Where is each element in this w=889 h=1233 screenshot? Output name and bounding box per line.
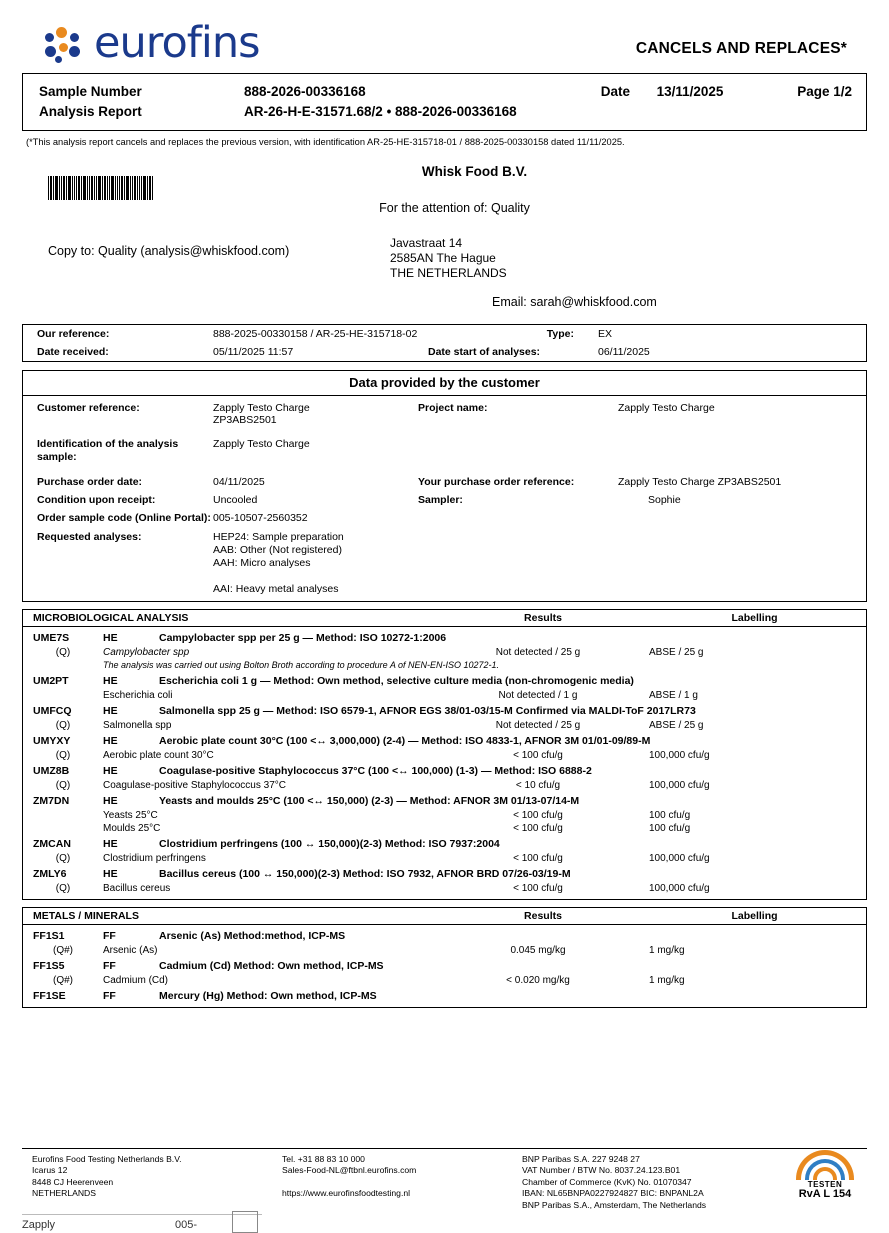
analysis-result-row [23, 719, 866, 732]
analyte-result: < 0.020 mg/kg [506, 975, 570, 986]
analysis-lab-code: HE [103, 675, 118, 687]
analysis-method-description: Clostridium perfringens (100 ↔ 150,000)(2-3) Method: ISO 7937:2004 [159, 838, 500, 850]
accreditation-line2: RvA L 154 [798, 1188, 852, 1200]
footer-accreditation [789, 1154, 867, 1212]
analysis-lab-code: HE [103, 868, 118, 880]
analysis-lab-code: FF [103, 960, 116, 972]
date-received-label: Date received: [37, 346, 109, 358]
quantitative-flag: (Q) [55, 720, 71, 731]
customer-reference-row [23, 399, 866, 429]
analyte-name: Aerobic plate count 30°C [103, 750, 214, 761]
metals-results-header: Results [524, 910, 562, 922]
analysis-group-header [23, 865, 866, 882]
analysis-group-header [23, 792, 866, 809]
analyte-labelling: 100,000 cfu/g [649, 853, 710, 864]
microbiological-analysis-section [22, 609, 867, 900]
analysis-group-header [23, 629, 866, 646]
analysis-result-row [23, 779, 866, 792]
analyte-labelling: 100 cfu/g [649, 810, 691, 821]
analysis-code: UMYXY [33, 735, 71, 747]
analysis-code: ZMLY6 [33, 868, 67, 880]
analyte-name: Cadmium (Cd) [103, 975, 169, 986]
analyte-name: Salmonella spp [103, 720, 172, 731]
analyte-name: Escherichia coli [103, 690, 173, 701]
footer-line: Icarus 12 [32, 1165, 68, 1175]
analysis-method-description: Escherichia coli 1 g — Method: Own method, selective culture media (non-chromogenic media) [159, 675, 634, 687]
page-footer [22, 1148, 867, 1212]
quantitative-flag: (Q#) [53, 975, 73, 986]
analysis-code: FF1S5 [33, 960, 65, 972]
reference-table [22, 324, 867, 362]
analyte-name: Arsenic (As) [103, 945, 158, 956]
analysis-code: FF1SE [33, 990, 66, 1002]
your-po-ref-value: Zapply Testo Charge ZP3ABS2501 [618, 476, 782, 488]
sample-summary-box [22, 73, 867, 131]
analysis-lab-code: FF [103, 930, 116, 942]
analyte-name: Coagulase-positive Staphylococcus 37°C [103, 780, 286, 791]
analyte-labelling: ABSE / 25 g [649, 647, 704, 658]
analysis-method-description: Campylobacter spp per 25 g — Method: ISO 10272-1:2006 [159, 632, 447, 644]
footer-line: IBAN: NL65BNPA0227924827 BIC: BNPANL2A [522, 1188, 704, 1198]
footer-line: VAT Number / BTW No. 8037.24.123.B01 [522, 1165, 681, 1175]
address-street: Javastraat 14 [390, 236, 463, 250]
analysis-lab-code: HE [103, 705, 118, 717]
footer-line [282, 1177, 522, 1189]
purchase-order-date-row [23, 473, 866, 491]
requested-analyses-row [23, 528, 866, 599]
copy-to-line: Copy to: Quality (analysis@whiskfood.com) [48, 244, 290, 258]
micro-results-header: Results [524, 612, 562, 624]
analysis-method-description: Salmonella spp 25 g — Method: ISO 6579-1, AFNOR EGS 38/01-03/15-M Confirmed via MALDI-ToF 2017LR73 [159, 705, 696, 717]
brand-wordmark: eurofins [94, 18, 260, 68]
footer-bank-block [522, 1154, 789, 1212]
analysis-code: ZMCAN [33, 838, 71, 850]
metals-section-header [23, 908, 866, 925]
analysis-method-description: Bacillus cereus (100 ↔ 150,000)(2-3) Method: ISO 7932, AFNOR BRD 07/26-03/19-M [159, 868, 571, 880]
project-name-value: Zapply Testo Charge [618, 402, 715, 414]
analysis-result-row [23, 646, 866, 659]
customer-data-title: Data provided by the customer [23, 371, 866, 396]
analyte-result: Not detected / 1 g [498, 690, 578, 701]
requested-analysis-item: HEP24: Sample preparation [213, 531, 344, 543]
analyte-name: Campylobacter spp [103, 647, 190, 658]
analysis-result-row [23, 749, 866, 762]
analysis-lab-code: HE [103, 795, 118, 807]
our-reference-value: 888-2025-00330158 / AR-25-HE-315718-02 [213, 328, 418, 340]
analysis-group-header [23, 957, 866, 974]
analysis-report-row [39, 102, 852, 122]
your-po-ref-label: Your purchase order reference: [418, 476, 575, 488]
date-start-value: 06/11/2025 [598, 346, 650, 358]
analyte-result: < 10 cfu/g [515, 780, 561, 791]
analyte-result: 0.045 mg/kg [510, 945, 566, 956]
analyte-result: Not detected / 25 g [495, 720, 581, 731]
analyte-name: Clostridium perfringens [103, 853, 206, 864]
analysis-code: FF1S1 [33, 930, 65, 942]
analyte-labelling: 1 mg/kg [649, 945, 685, 956]
eurofins-logo [42, 18, 260, 68]
analysis-code: UMZ8B [33, 765, 70, 777]
footer-address-block [22, 1154, 282, 1212]
analysis-report-label: Analysis Report [39, 104, 142, 119]
analysis-code: UM2PT [33, 675, 69, 687]
analysis-group-header [23, 762, 866, 779]
analysis-group-header [23, 732, 866, 749]
analyte-labelling: 100,000 cfu/g [649, 780, 710, 791]
analysis-group-header [23, 702, 866, 719]
sample-number-value: 888-2026-00336168 [244, 84, 366, 99]
footer-line: 8448 CJ Heerenveen [32, 1176, 114, 1187]
quantitative-flag: (Q) [55, 853, 71, 864]
project-name-label: Project name: [418, 402, 488, 414]
analysis-method-description: Yeasts and moulds 25°C (100 <↔ 150,000) (2-3) — Method: AFNOR 3M 01/13-07/14-M [159, 795, 580, 807]
customer-reference-value [213, 402, 418, 426]
analyte-labelling: 100,000 cfu/g [649, 750, 710, 761]
order-sample-code-label: Order sample code (Online Portal): [37, 512, 211, 524]
analysis-group-header [23, 672, 866, 689]
analyte-labelling: ABSE / 25 g [649, 720, 704, 731]
analyte-result: Not detected / 25 g [495, 647, 581, 658]
analysis-result-row [23, 689, 866, 702]
analyte-name: Moulds 25°C [103, 823, 161, 834]
sampler-label: Sampler: [418, 494, 463, 506]
date-start-label: Date start of analyses: [428, 346, 541, 358]
analysis-result-row [23, 974, 866, 987]
footer-line: Eurofins Food Testing Netherlands B.V. [32, 1153, 182, 1164]
analysis-method-description: Mercury (Hg) Method: Own method, ICP-MS [159, 990, 377, 1002]
sample-number-label: Sample Number [39, 84, 142, 99]
sampler-value: Sophie [648, 494, 681, 506]
type-label: Type: [546, 328, 574, 340]
bleed-left-text: Zapply [22, 1219, 56, 1231]
analysis-result-row [23, 882, 866, 895]
metals-minerals-section [22, 907, 867, 1008]
barcode [48, 176, 154, 200]
analysis-method-description: Arsenic (As) Method:method, ICP-MS [159, 930, 346, 942]
customer-email: Email: sarah@whiskfood.com [492, 295, 657, 309]
analysis-result-row [23, 852, 866, 865]
page-number: Page 1/2 [797, 84, 852, 99]
our-reference-label: Our reference: [37, 328, 110, 340]
cancels-replaces-heading: CANCELS AND REPLACES* [635, 40, 847, 57]
requested-analysis-item: AAB: Other (Not registered) [213, 544, 342, 556]
purchase-order-date-label: Purchase order date: [37, 476, 143, 488]
analysis-report-value: AR-26-H-E-31571.68/2 • 888-2026-00336168 [244, 104, 517, 119]
date-received-value: 05/11/2025 11:57 [213, 346, 294, 358]
sample-number-row [39, 82, 852, 102]
analysis-code: UMFCQ [33, 705, 72, 717]
footer-line: https://www.eurofinsfoodtesting.nl [282, 1188, 411, 1198]
analyte-labelling: ABSE / 1 g [649, 690, 698, 701]
quantitative-flag: (Q#) [53, 945, 73, 956]
condition-row [23, 491, 866, 509]
date-value: 13/11/2025 [656, 84, 724, 99]
footer-line: BNP Paribas S.A. 227 9248 27 [522, 1153, 640, 1164]
accreditation-line1: TESTEN [807, 1179, 843, 1189]
analysis-code: UME7S [33, 632, 70, 644]
footer-line: BNP Paribas S.A., Amsterdam, The Netherlands [522, 1199, 707, 1210]
analysis-lab-code: HE [103, 765, 118, 777]
customer-data-table [22, 370, 867, 602]
customer-company-name: Whisk Food B.V. [421, 164, 528, 179]
analysis-result-row [23, 944, 866, 957]
metals-section-title: METALS / MINERALS [33, 910, 139, 922]
analysis-lab-code: HE [103, 838, 118, 850]
quantitative-flag: (Q) [55, 750, 71, 761]
quantitative-flag: (Q) [55, 883, 71, 894]
condition-label: Condition upon receipt: [37, 494, 156, 506]
analysis-method-description: Cadmium (Cd) Method: Own method, ICP-MS [159, 960, 384, 972]
analyte-labelling: 100 cfu/g [649, 823, 691, 834]
attention-line: For the attention of: Quality [379, 201, 530, 215]
condition-value: Uncooled [213, 494, 258, 506]
footer-line: Sales-Food-NL@ftbnl.eurofins.com [282, 1165, 417, 1175]
address-country: THE NETHERLANDS [390, 266, 507, 280]
bleed-box [232, 1211, 258, 1233]
requested-analysis-item: AAI: Heavy metal analyses [213, 583, 339, 595]
requested-analyses-label: Requested analyses: [37, 531, 142, 543]
analysis-result-row [23, 809, 866, 822]
analyte-result: < 100 cfu/g [513, 883, 563, 894]
our-reference-row [23, 325, 866, 343]
customer-reference-label: Customer reference: [37, 402, 140, 414]
requested-analyses-list [213, 531, 418, 596]
page-header [22, 0, 867, 73]
rva-arc-icon [795, 1146, 855, 1180]
logo-dots-icon [42, 23, 88, 65]
analysis-lab-code: FF [103, 990, 116, 1002]
analysis-code: ZM7DN [33, 795, 70, 807]
requested-analysis-item: AAH: Micro analyses [213, 557, 311, 569]
analysis-lab-code: HE [103, 735, 118, 747]
next-page-bleed [22, 1219, 197, 1231]
analysis-method-description: Coagulase-positive Staphylococcus 37°C (100 <↔ 100,000) (1-3) — Method: ISO 6888-2 [159, 765, 592, 777]
analysis-group-header [23, 835, 866, 852]
analyte-result: < 100 cfu/g [513, 750, 563, 761]
metals-labelling-header: Labelling [731, 910, 778, 922]
analysis-group-header [23, 987, 866, 1004]
bleed-mid-text: 005- [175, 1219, 198, 1231]
customer-address [390, 236, 507, 281]
order-sample-code-value: 005-10507-2560352 [213, 512, 308, 524]
customer-reference-line2: ZP3ABS2501 [213, 414, 277, 426]
quantitative-flag: (Q) [55, 780, 71, 791]
cancel-note: (*This analysis report cancels and replaces the previous version, with identification AR-25-HE-315718-01 / 888-2025-00330158 dated 11/11/2025. [26, 137, 625, 147]
analysis-result-row [23, 822, 866, 835]
order-sample-code-row [23, 509, 866, 528]
identification-value: Zapply Testo Charge [213, 438, 310, 450]
analyte-name: Bacillus cereus [103, 883, 171, 894]
customer-reference-line1: Zapply Testo Charge [213, 402, 310, 414]
footer-line: NETHERLANDS [32, 1188, 96, 1198]
address-city: 2585AN The Hague [390, 251, 496, 265]
footer-line: Tel. +31 88 83 10 000 [282, 1153, 365, 1164]
analyte-labelling: 100,000 cfu/g [649, 883, 710, 894]
date-received-row [23, 343, 866, 361]
analyte-result: < 100 cfu/g [513, 853, 563, 864]
micro-labelling-header: Labelling [731, 612, 778, 624]
analysis-group-note: The analysis was carried out using Bolton Broth according to procedure A of NEN-EN-ISO 10272-1. [103, 660, 500, 670]
analyte-result: < 100 cfu/g [513, 810, 563, 821]
address-zone [22, 164, 867, 324]
analyte-name: Yeasts 25°C [103, 810, 158, 821]
type-value: EX [598, 328, 613, 340]
micro-section-header [23, 610, 866, 627]
footer-line: Chamber of Commerce (KvK) No. 01070347 [522, 1176, 692, 1187]
date-label: Date [600, 84, 630, 99]
requested-analysis-item [213, 570, 418, 583]
purchase-order-date-value: 04/11/2025 [213, 476, 265, 488]
identification-row [23, 435, 866, 467]
analysis-group-header [23, 927, 866, 944]
analysis-lab-code: HE [103, 632, 118, 644]
analyte-result: < 100 cfu/g [513, 823, 563, 834]
analyte-labelling: 1 mg/kg [649, 975, 685, 986]
quantitative-flag: (Q) [55, 647, 71, 658]
analysis-method-description: Aerobic plate count 30°C (100 <↔ 3,000,000) (2-4) — Method: ISO 4833-1, AFNOR 3M 01/01-09/89-M [159, 735, 651, 747]
micro-section-title: MICROBIOLOGICAL ANALYSIS [33, 612, 189, 624]
footer-contact-block [282, 1154, 522, 1212]
identification-label: Identification of the analysis sample: [37, 438, 179, 463]
